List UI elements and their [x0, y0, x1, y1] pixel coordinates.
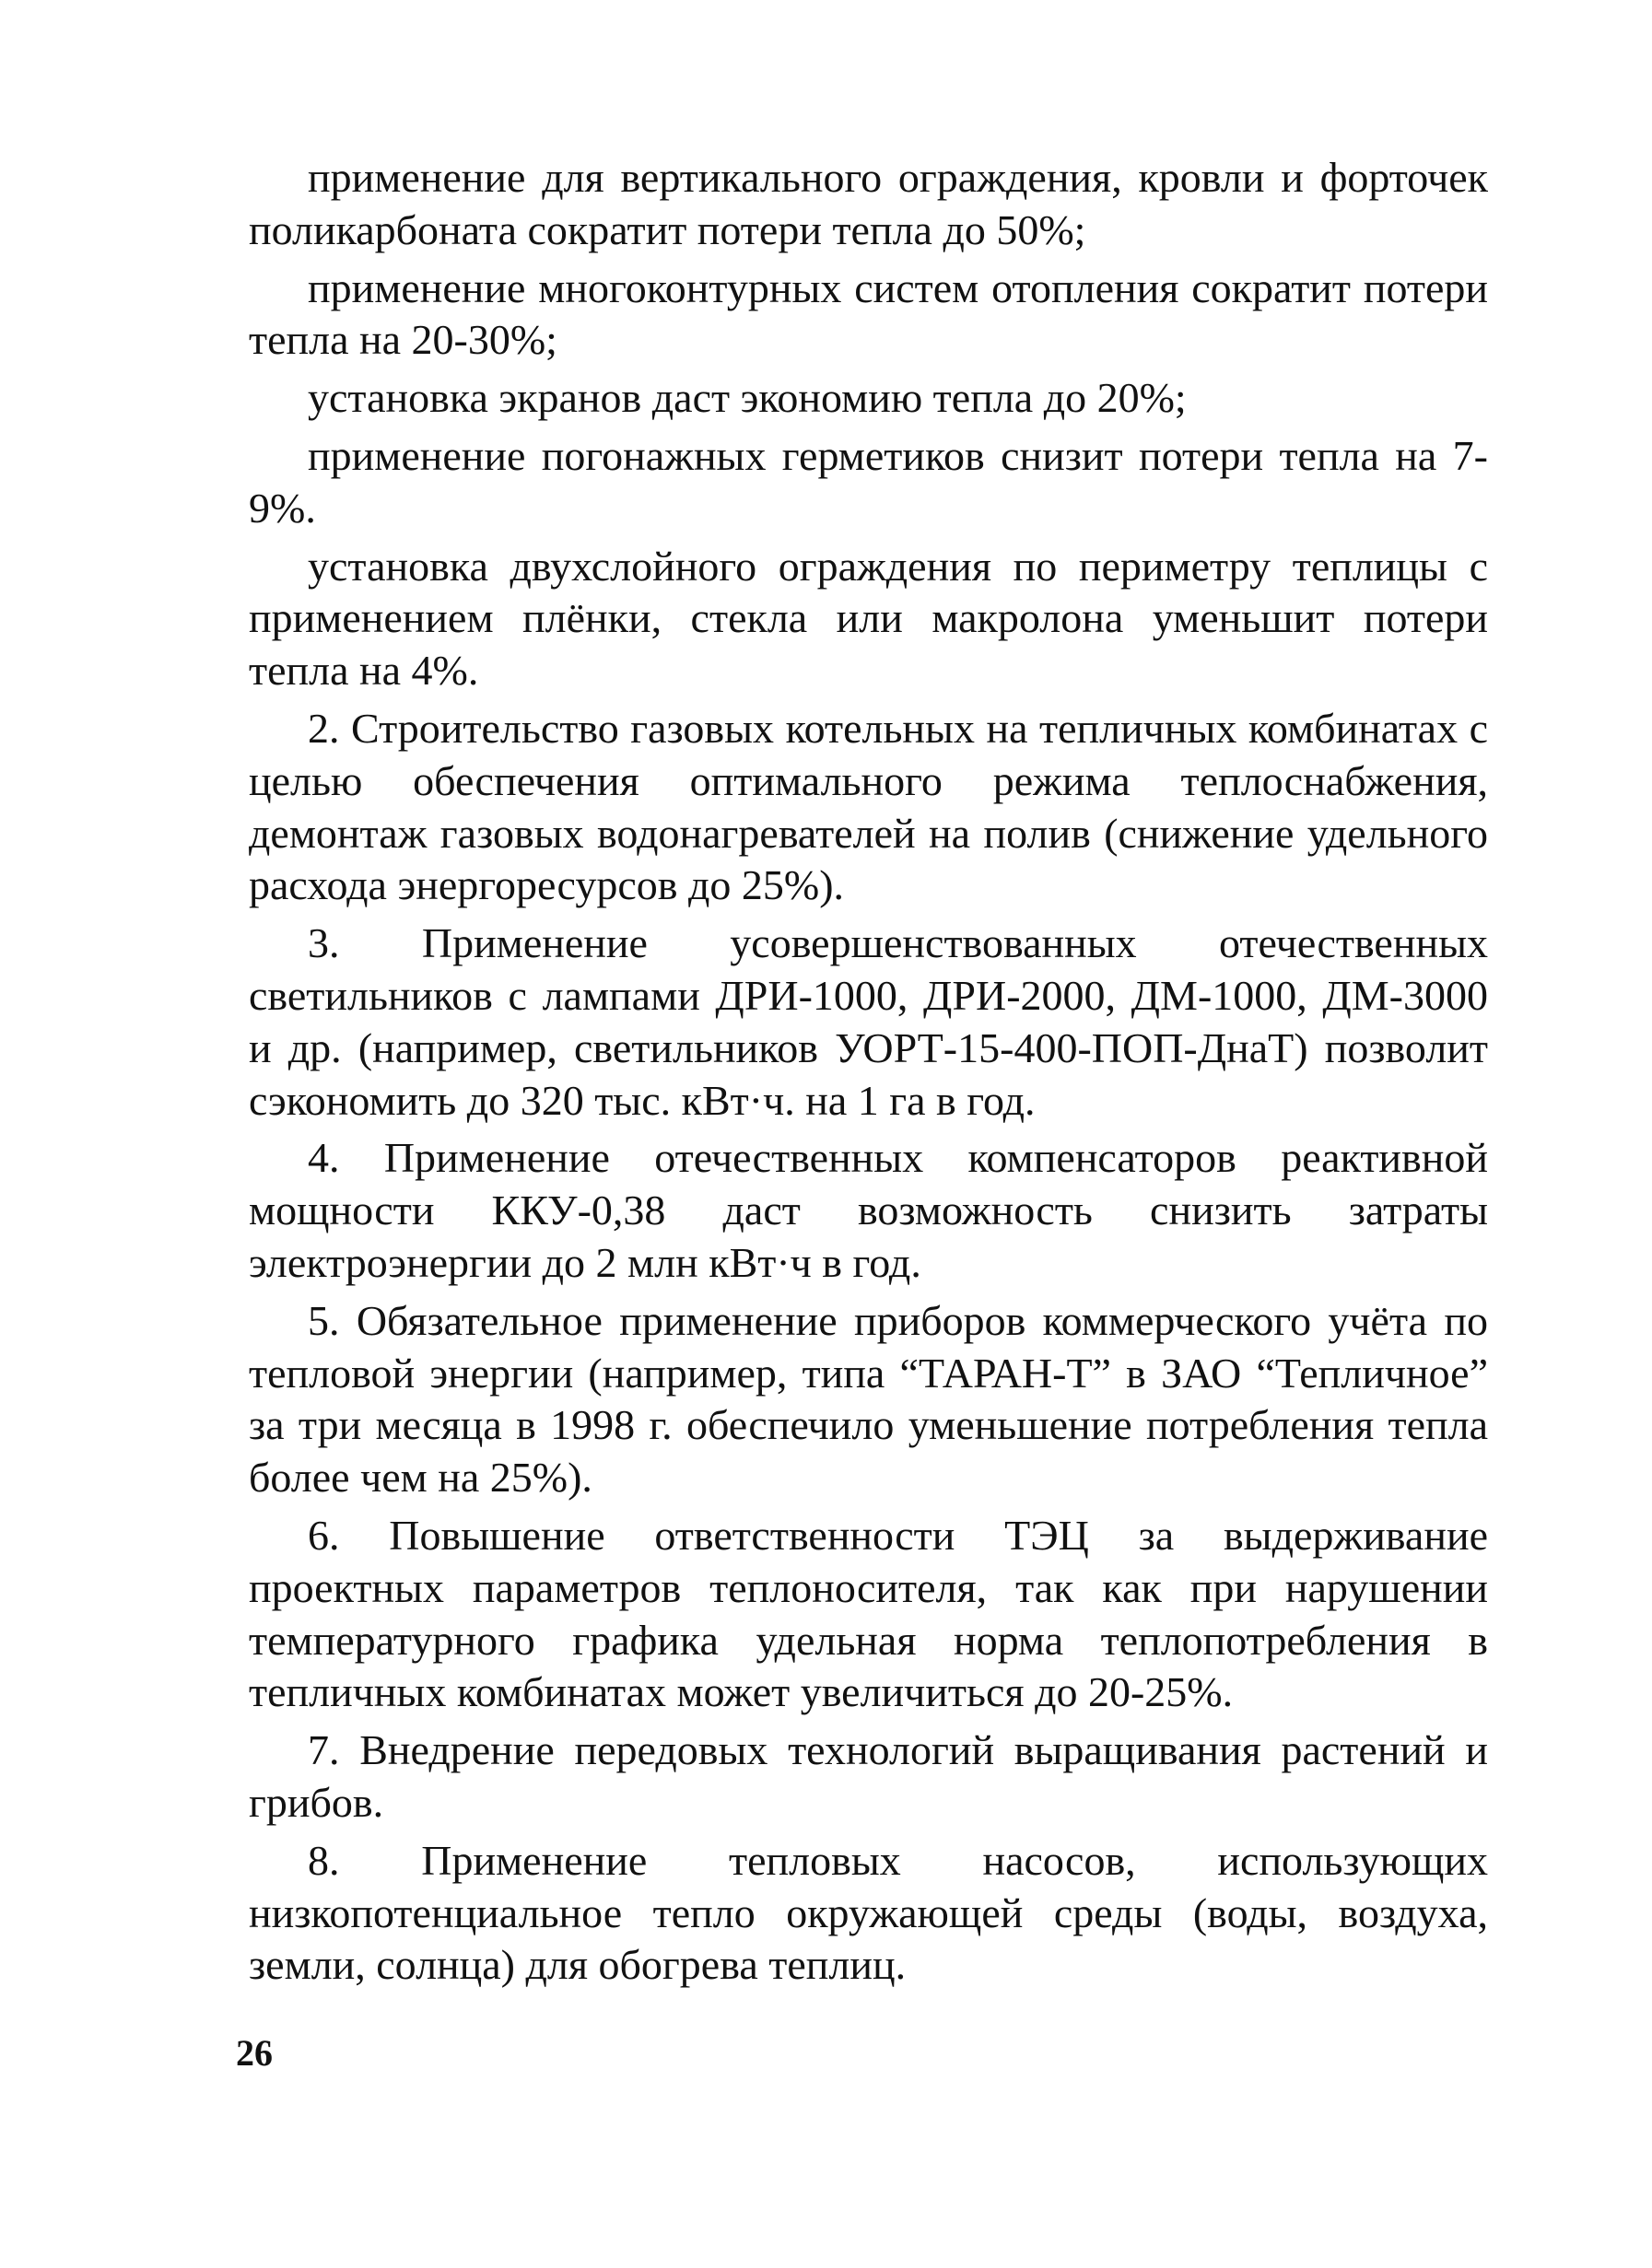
paragraph-multicircuit-heating: применение многоконтурных систем отопления сократит потери тепла на 20-30%;	[249, 263, 1488, 364]
paragraph-polycarbonate: применение для вертикального ограждения, кровли и форточек поликарбоната сократит потери тепла до 50%;	[249, 154, 1488, 253]
paragraph-item-8: 8. Применение тепловых насосов, использующих низкопотенциальное тепло окружающей среды (воды, воздуха, земли, солнца) для обогрева теплиц.	[249, 1836, 1488, 1989]
paragraph-item-3: 3. Применение усовершенствованных отечественных светильников с лампами ДРИ-1000, ДРИ-2000, ДМ-1000, ДМ-3000 и др. (например, светильников УОРТ-15-400-ПОП-ДнаТ) позволит сэкономить до 320 тыс. кВт·ч. на 1 га в год.	[249, 919, 1488, 1124]
paragraph-screens: установка экранов даст экономию тепла до 20%;	[308, 374, 1187, 422]
paragraph-double-layer-fence: установка двухслойного ограждения по периметру теплицы с применением плёнки, стекла или макролона уменьшит потери тепла на 4%.	[249, 542, 1488, 695]
paragraph-sealants: применение погонажных герметиков снизит потери тепла на 7-9%.	[249, 431, 1488, 532]
paragraph-item-7: 7. Внедрение передовых технологий выращивания растений и грибов.	[249, 1726, 1488, 1826]
paragraph-item-2: 2. Строительство газовых котельных на тепличных комбинатах с целью обеспечения оптимального режима теплоснабжения, демонтаж газовых водонагревателей на полив (снижение удельного расхода энергоресурсов до 25%).	[249, 704, 1488, 909]
paragraph-item-6: 6. Повышение ответственности ТЭЦ за выдерживание проектных параметров теплоносителя, так как при нарушении температурного графика удельная норма теплопотребления в тепличных комбинатах может увеличиться до 20-25%.	[249, 1511, 1488, 1716]
paragraph-item-5: 5. Обязательное применение приборов коммерческого учёта по тепловой энергии (например, типа “ТАРАН-Т” в ЗАО “Тепличное” за три месяца в 1998 г. обеспечило уменьшение потребления тепла более чем на 25%).	[249, 1296, 1488, 1502]
page-number: 26	[236, 2032, 273, 2074]
body-text	[249, 152, 1488, 1997]
paragraph-item-4: 4. Применение отечественных компенсаторов реактивной мощности ККУ-0,38 даст возможность снизить затраты электроэнергии до 2 млн кВт·ч в год.	[249, 1134, 1488, 1286]
